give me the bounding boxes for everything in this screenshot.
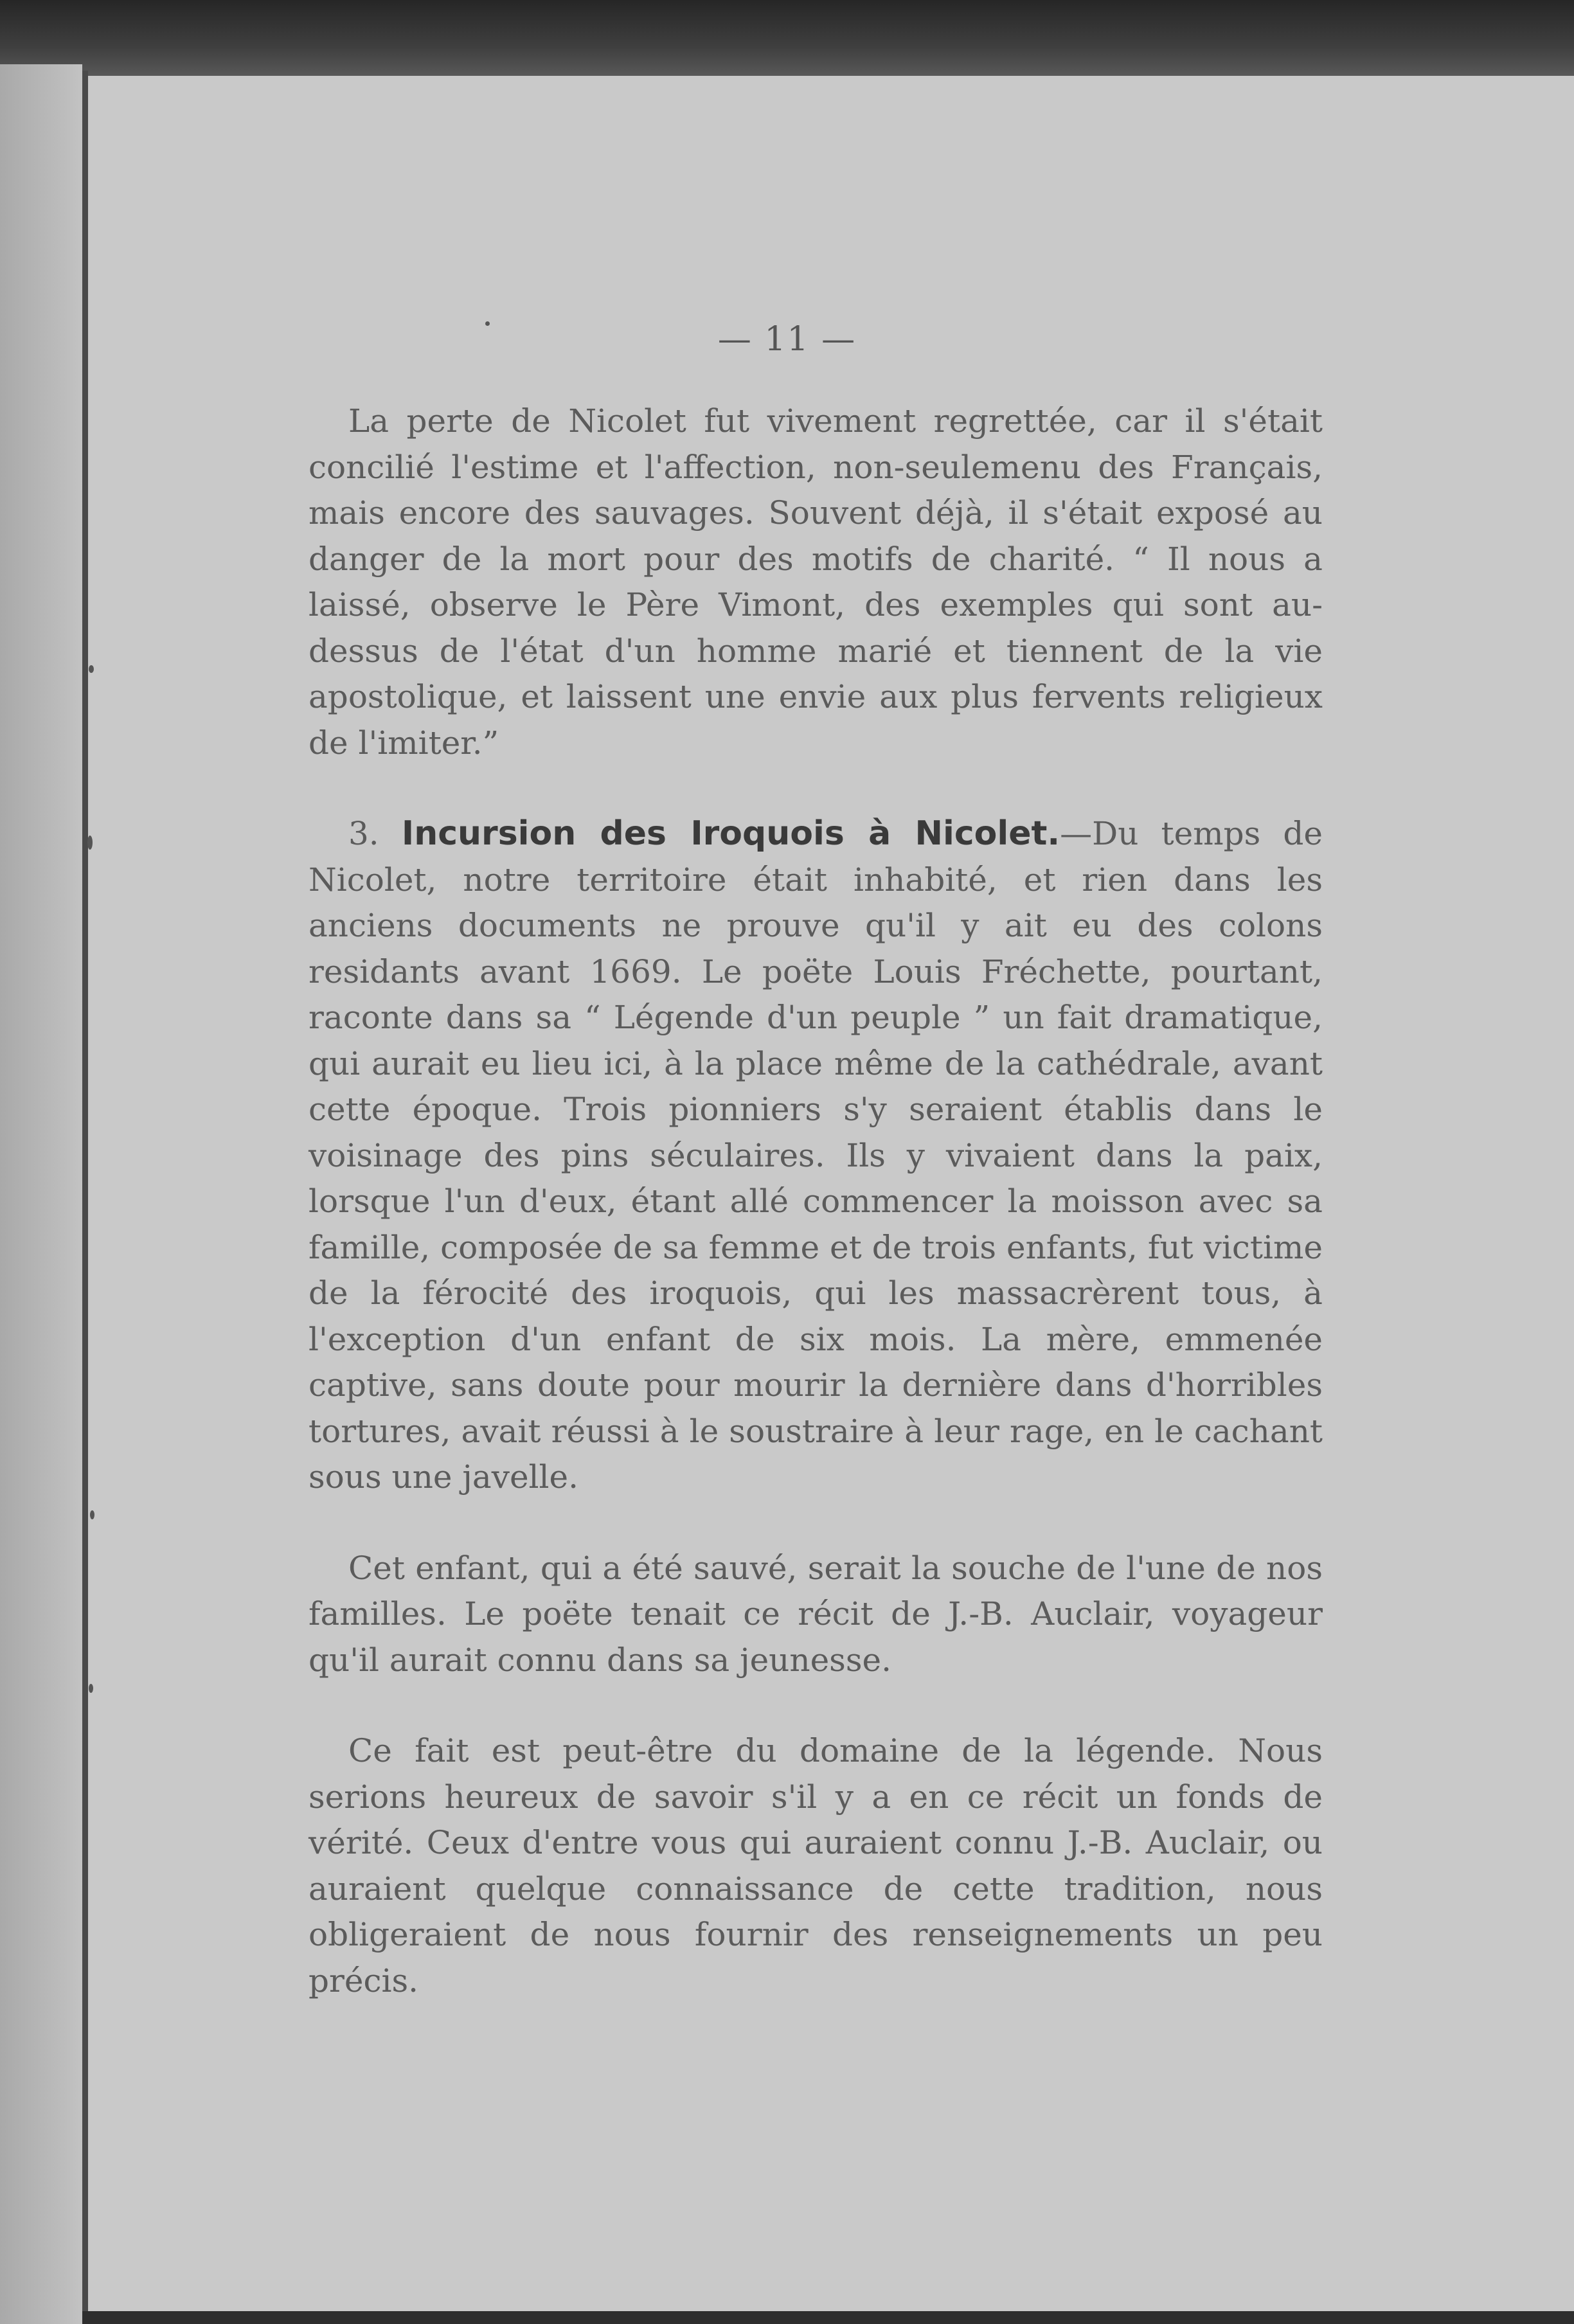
book-spine bbox=[82, 71, 88, 2324]
section-iroquois-incursion bbox=[309, 811, 1323, 1501]
paragraph-text: Ce fait est peut-être du domaine de la légende. Nous serions heureux de savoir s'il y a en ce récit un fonds de vérité. Ceux d'entre vous qui auraient connu J.-B. Auclair, ou auraient quelque connaissance de cette tradition, nous obligeraient de nous fournir des renseignements un peu précis. bbox=[309, 1732, 1323, 1999]
section-number: 3. bbox=[348, 815, 379, 852]
scan-top-border bbox=[0, 0, 1574, 78]
paragraph-legend-request bbox=[309, 1728, 1323, 2004]
paragraph-text: Cet enfant, qui a été sauvé, serait la souche de l'une de nos familles. Le poëte tenait ce récit de J.-B. Auclair, voyageur qu'il aurait connu dans sa jeunesse. bbox=[309, 1549, 1323, 1679]
section-heading: Incursion des Iroquois à Nicolet. bbox=[401, 814, 1060, 853]
facing-page-edge bbox=[0, 64, 82, 2324]
paragraph-nicolet-loss bbox=[309, 398, 1323, 766]
scan-speck bbox=[89, 1684, 93, 1693]
paragraph-text: —Du temps de Nicolet, notre territoire était inhabité, et rien dans les anciens documents ne prouve qu'il y ait eu des colons residants avant 1669. Le poëte Louis Fréchette, pourtant, raconte dans sa “ Légende d'un peuple ” un fait dramatique, qui aurait eu lieu ici, à la place même de la cathédrale, avant cette époque. Trois pionniers s'y seraient établis dans le voisinage des pins séculaires. Ils y vivaient dans la paix, lorsque l'un d'eux, étant allé commencer la moisson avec sa famille, composée de sa femme et de trois enfants, fut victime de la férocité des iroquois, qui les massacrèrent tous, à l'exception d'un enfant de six mois. La mère, emmenée captive, sans doute pour mourir la dernière dans d'horribles tortures, avait réussi à le soustraire à leur rage, en le cachant sous une javelle. bbox=[309, 815, 1323, 1496]
scan-speck bbox=[90, 1510, 94, 1519]
paragraph-text: La perte de Nicolet fut vivement regrettée, car il s'était concilié l'estime et l'affection, non-seulemenu des Français, mais encore des sauvages. Souvent déjà, il s'était exposé au danger de la mort pour des motifs de charité. “ Il nous a laissé, observe le Père Vimont, des exemples qui sont au-dessus de l'état d'un homme marié et tiennent de la vie apostolique, et laissent une envie aux plus fervents religieux de l'imiter.” bbox=[309, 402, 1323, 762]
page-number: — 11 — bbox=[717, 320, 857, 359]
paragraph-child-saved bbox=[309, 1546, 1323, 1684]
scan-speck bbox=[87, 836, 93, 850]
page-text bbox=[309, 398, 1323, 2049]
scan-bottom-border bbox=[82, 2311, 1574, 2324]
scan-speck bbox=[89, 665, 94, 673]
